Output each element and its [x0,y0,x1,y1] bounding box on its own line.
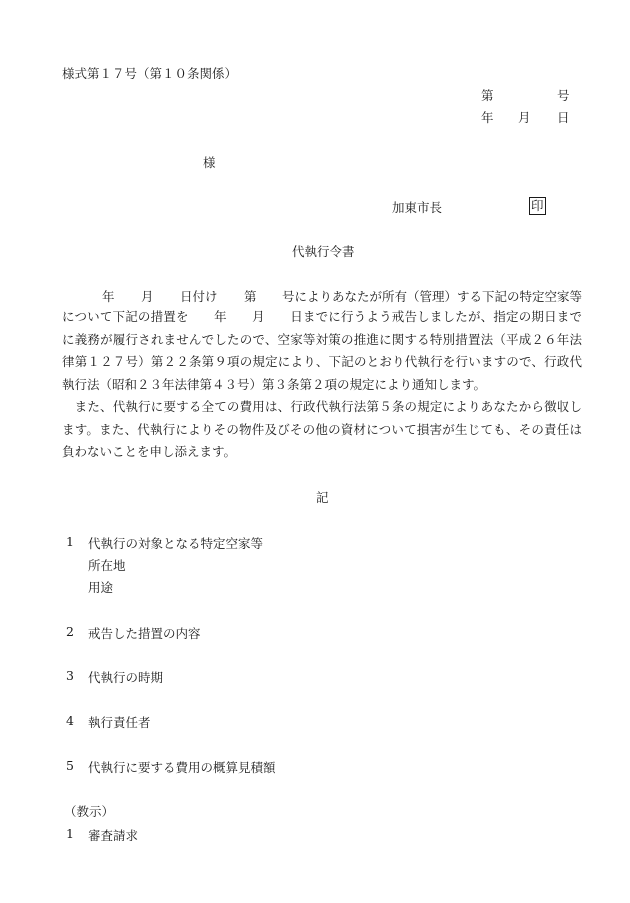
item-number: 5 [66,758,74,773]
form-number: 様式第１７号（第１０条関係） [62,66,238,81]
kyoji-item-label: 審査請求 [88,828,139,843]
item-label: 代執行に要する費用の概算見積額 [88,760,276,775]
body-p1-month: 月 [141,289,154,304]
kyoji-item-number: 1 [66,826,74,841]
seal-label: 印 [531,198,544,213]
item-number: 3 [66,668,74,683]
body-p1-line1-text: 号によりあなたが所有（管理）する下記の特定空家等 [282,289,583,304]
date-year: 年 [481,110,494,125]
issuer-name: 加東市長 [392,200,443,215]
item-number: 2 [66,624,74,639]
body-p1-day: 日付け [180,289,218,304]
seal-stamp [529,197,546,215]
item1-use-label: 用途 [88,580,114,595]
item-label: 執行責任者 [88,715,151,730]
body-paragraph-2: また、代執行に要する全ての費用は、行政代執行法第５条の規定によりあなたから徴収します。また、代執行によりその物件及びその他の資材について損害が生じても、その責任は負わないことを申し添えます。 [62,399,582,459]
ki-heading: 記 [316,490,329,505]
doc-number-prefix: 第 [481,88,494,103]
doc-number-suffix: 号 [557,88,570,103]
body-p1-year: 年 [102,289,115,304]
item-number: 4 [66,713,74,728]
item-label: 代執行の対象となる特定空家等 [88,536,264,551]
item-number: 1 [66,534,74,549]
item-label: 代執行の時期 [88,670,164,685]
body-p1-no: 第 [244,289,257,304]
document-title: 代執行令書 [292,244,355,259]
item-label: 戒告した措置の内容 [88,626,201,641]
date-day: 日 [557,110,570,125]
body-paragraph-1: について下記の措置を 年 月 日までに行うよう戒告しましたが、指定の期日までに義務が履行されませんでしたので、空家等対策の推進に関する特別措置法（平成２６年法律第１２７号）第２２条第９項の規定により、下記のとおり代執行を行いますので、行政代執行法（昭和２３年法律第４３号）第３条第２項の規定により通知します。 [62,309,582,392]
kyoji-heading: （教示） [64,804,115,819]
item1-location-label: 所在地 [88,558,126,573]
date-month: 月 [518,110,531,125]
recipient-honorific: 様 [203,155,216,170]
